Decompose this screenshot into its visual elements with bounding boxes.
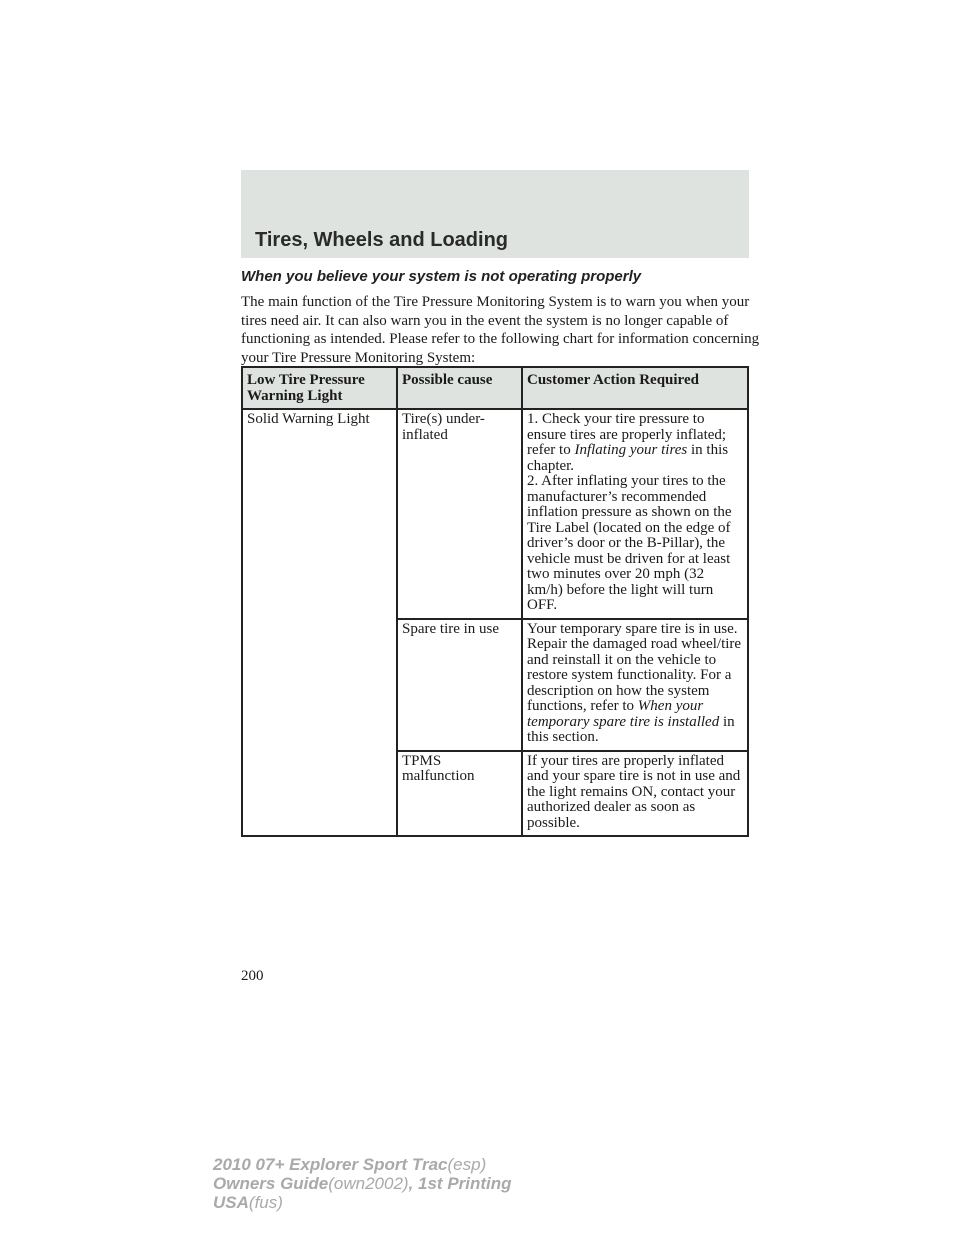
footer-market: USA [213,1193,249,1212]
footer-market-code: (fus) [248,1193,283,1212]
footer-line-1 [213,1155,512,1174]
page-number: 200 [241,968,264,984]
intro-text: The main function of the Tire Pressure Monitoring System is to warn you when your tires need air. It can also warn you in the event the system is no longer capable of functioning as intended. Please refer to the following chart for information concerning your Tire Pressure Monitoring System: [241,294,760,366]
reference-inflating-tires: Inflating your tires [574,442,688,458]
footer-model-code: (esp) [447,1155,487,1174]
section-heading: When you believe your system is not operating properly [241,268,642,285]
reference-spare-tire: When your temporary spare tire is installed [527,698,720,730]
action-text: Your temporary spare tire is in use. Repair the damaged road wheel/tire and reinstall it on the vehicle to restore system functionality. For a description on how the system functions, refer to [527,620,742,714]
action-cell: If your tires are properly inflated and your spare tire is not in use and the light remains ON, contact your authorized dealer as soon as possible. [522,751,748,837]
header-possible-cause: Possible cause [397,367,522,409]
action-text: in this section. [527,713,735,745]
tpms-table [241,366,749,837]
footer-print-info [213,1155,512,1212]
action-text: 1. Check your tire pressure to ensure tires are properly inflated; refer to [527,411,727,458]
cause-cell: Spare tire in use [397,619,522,751]
action-text: in this chapter. [527,442,729,474]
cause-cell: TPMS malfunction [397,751,522,837]
footer-model: 2010 07+ Explorer Sport Trac [213,1155,448,1174]
footer-line-2 [213,1174,512,1193]
warning-light-cell: Solid Warning Light [242,409,397,836]
chapter-header-band [241,170,749,258]
cause-cell: Tire(s) under-inflated [397,409,522,619]
header-warning-light: Low Tire Pressure Warning Light [242,367,397,409]
action-text: 2. After inflating your tires to the manufacturer’s recommended inflation pressure as shown on the Tire Label (located on the edge of driver’s door or the B-Pillar), the vehicle must be driven for at least two minutes over 20 mph (32 km/h) before the light will turn OFF. [527,473,732,613]
header-customer-action: Customer Action Required [522,367,748,409]
footer-printing: , 1st Printing [408,1174,512,1193]
action-cell [522,619,748,751]
table-row [242,409,748,619]
footer-line-3 [213,1193,512,1212]
intro-paragraph [241,293,761,367]
footer-guide: Owners Guide [213,1174,329,1193]
footer-guide-code: (own2002) [328,1174,409,1193]
table-header-row [242,367,748,409]
chapter-title: Tires, Wheels and Loading [255,229,509,251]
action-cell [522,409,748,619]
